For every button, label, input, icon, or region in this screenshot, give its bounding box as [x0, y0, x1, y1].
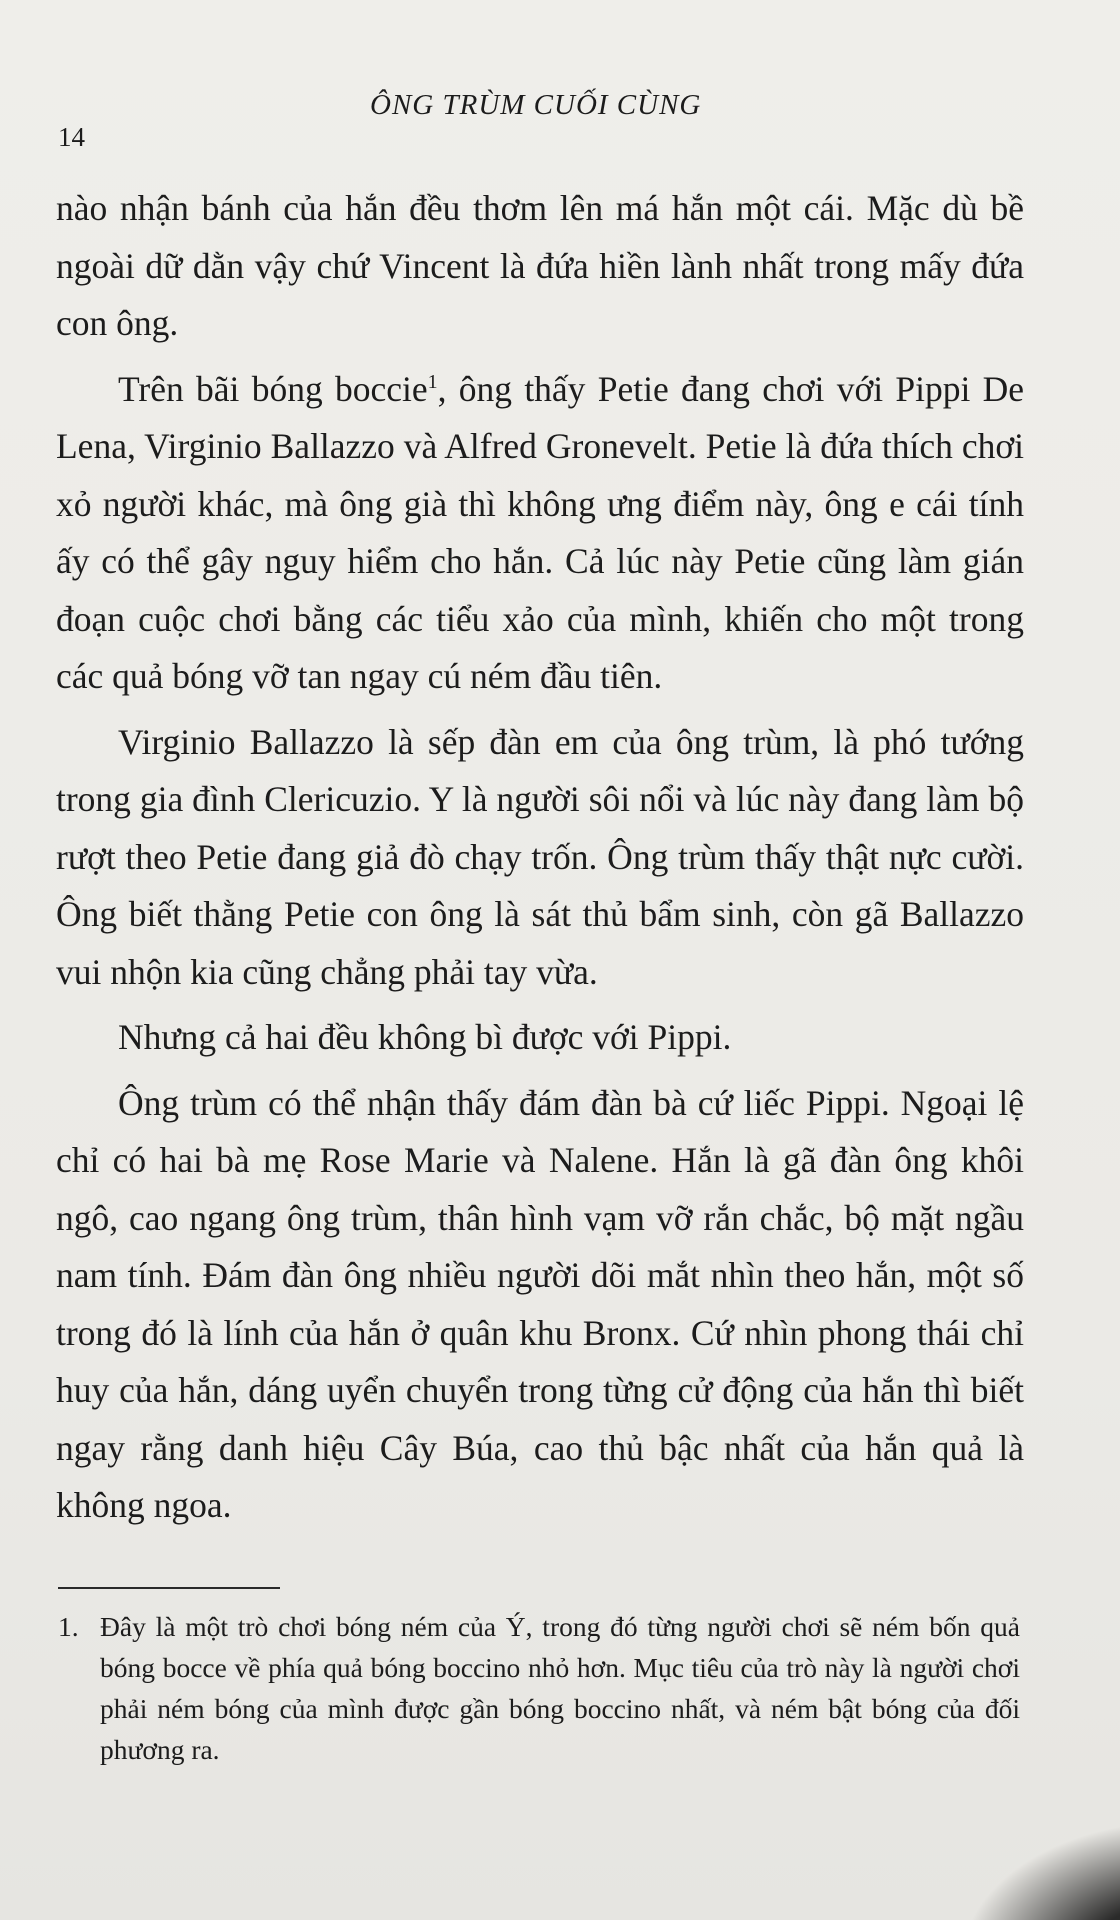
footnote	[58, 1606, 1020, 1770]
paragraph-3: Virginio Ballazzo là sếp đàn em của ông trùm, là phó tướng trong gia đình Clericuzio. Y là người sôi nổi và lúc này đang làm bộ rượt theo Petie đang giả đò chạy trốn. Ông trùm thấy thật nực cười. Ông biết thằng Petie con ông là sát thủ bẩm sinh, còn gã Ballazzo vui nhộn kia cũng chẳng phải tay vừa.	[56, 721, 1024, 992]
paragraph-2-rest: , ông thấy Petie đang chơi với Pippi De Lena, Virginio Ballazzo và Alfred Gronevelt. Petie là đứa thích chơi xỏ người khác, mà ông già thì không ưng điểm này, ông e cái tính ấy có thể gây nguy hiểm cho hắn. Cả lúc này Petie cũng làm gián đoạn cuộc chơi bằng các tiểu xảo của mình, khiến cho một trong các quả bóng vỡ tan ngay cú ném đầu tiên.	[56, 368, 1024, 696]
footnote-text: Đây là một trò chơi bóng ném của Ý, trong đó từng người chơi sẽ ném bốn quả bóng bocce về phía quả bóng boccino nhỏ hơn. Mục tiêu của trò này là người chơi phải ném bóng của mình được gần bóng boccino nhất, và ném bật bóng của đối phương ra.	[100, 1611, 1020, 1765]
body-text	[56, 180, 1024, 1535]
running-title: ÔNG TRÙM CUỐI CÙNG	[370, 89, 702, 121]
paragraph-5: Ông trùm có thể nhận thấy đám đàn bà cứ liếc Pippi. Ngoại lệ chỉ có hai bà mẹ Rose Marie và Nalene. Hắn là gã đàn ông khôi ngô, cao ngang ông trùm, thân hình vạm vỡ rắn chắc, bộ mặt ngầu nam tính. Đám đàn ông nhiều người dõi mắt nhìn theo hắn, một số trong đó là lính của hắn ở quân khu Bronx. Cứ nhìn phong thái chỉ huy của hắn, dáng uyển chuyển trong từng cử động của hắn thì biết ngay rằng danh hiệu Cây Búa, cao thủ bậc nhất của hắn quả là không ngoa.	[56, 1082, 1024, 1525]
footnote-divider	[58, 1587, 280, 1589]
paragraph-1: nào nhận bánh của hắn đều thơm lên má hắn một cái. Mặc dù bề ngoài dữ dằn vậy chứ Vincent là đứa hiền lành nhất trong mấy đứa con ông.	[56, 188, 1024, 343]
page-number: 14	[58, 122, 85, 152]
paragraph-2-start: Trên bãi bóng boccie	[118, 368, 428, 409]
footnote-reference: 1	[427, 370, 438, 393]
paragraph-2	[56, 361, 1024, 706]
footnote-number: 1.	[58, 1611, 79, 1642]
paragraph-4: Nhưng cả hai đều không bì được với Pippi.	[118, 1017, 732, 1057]
page-corner-shadow	[960, 1820, 1120, 1920]
